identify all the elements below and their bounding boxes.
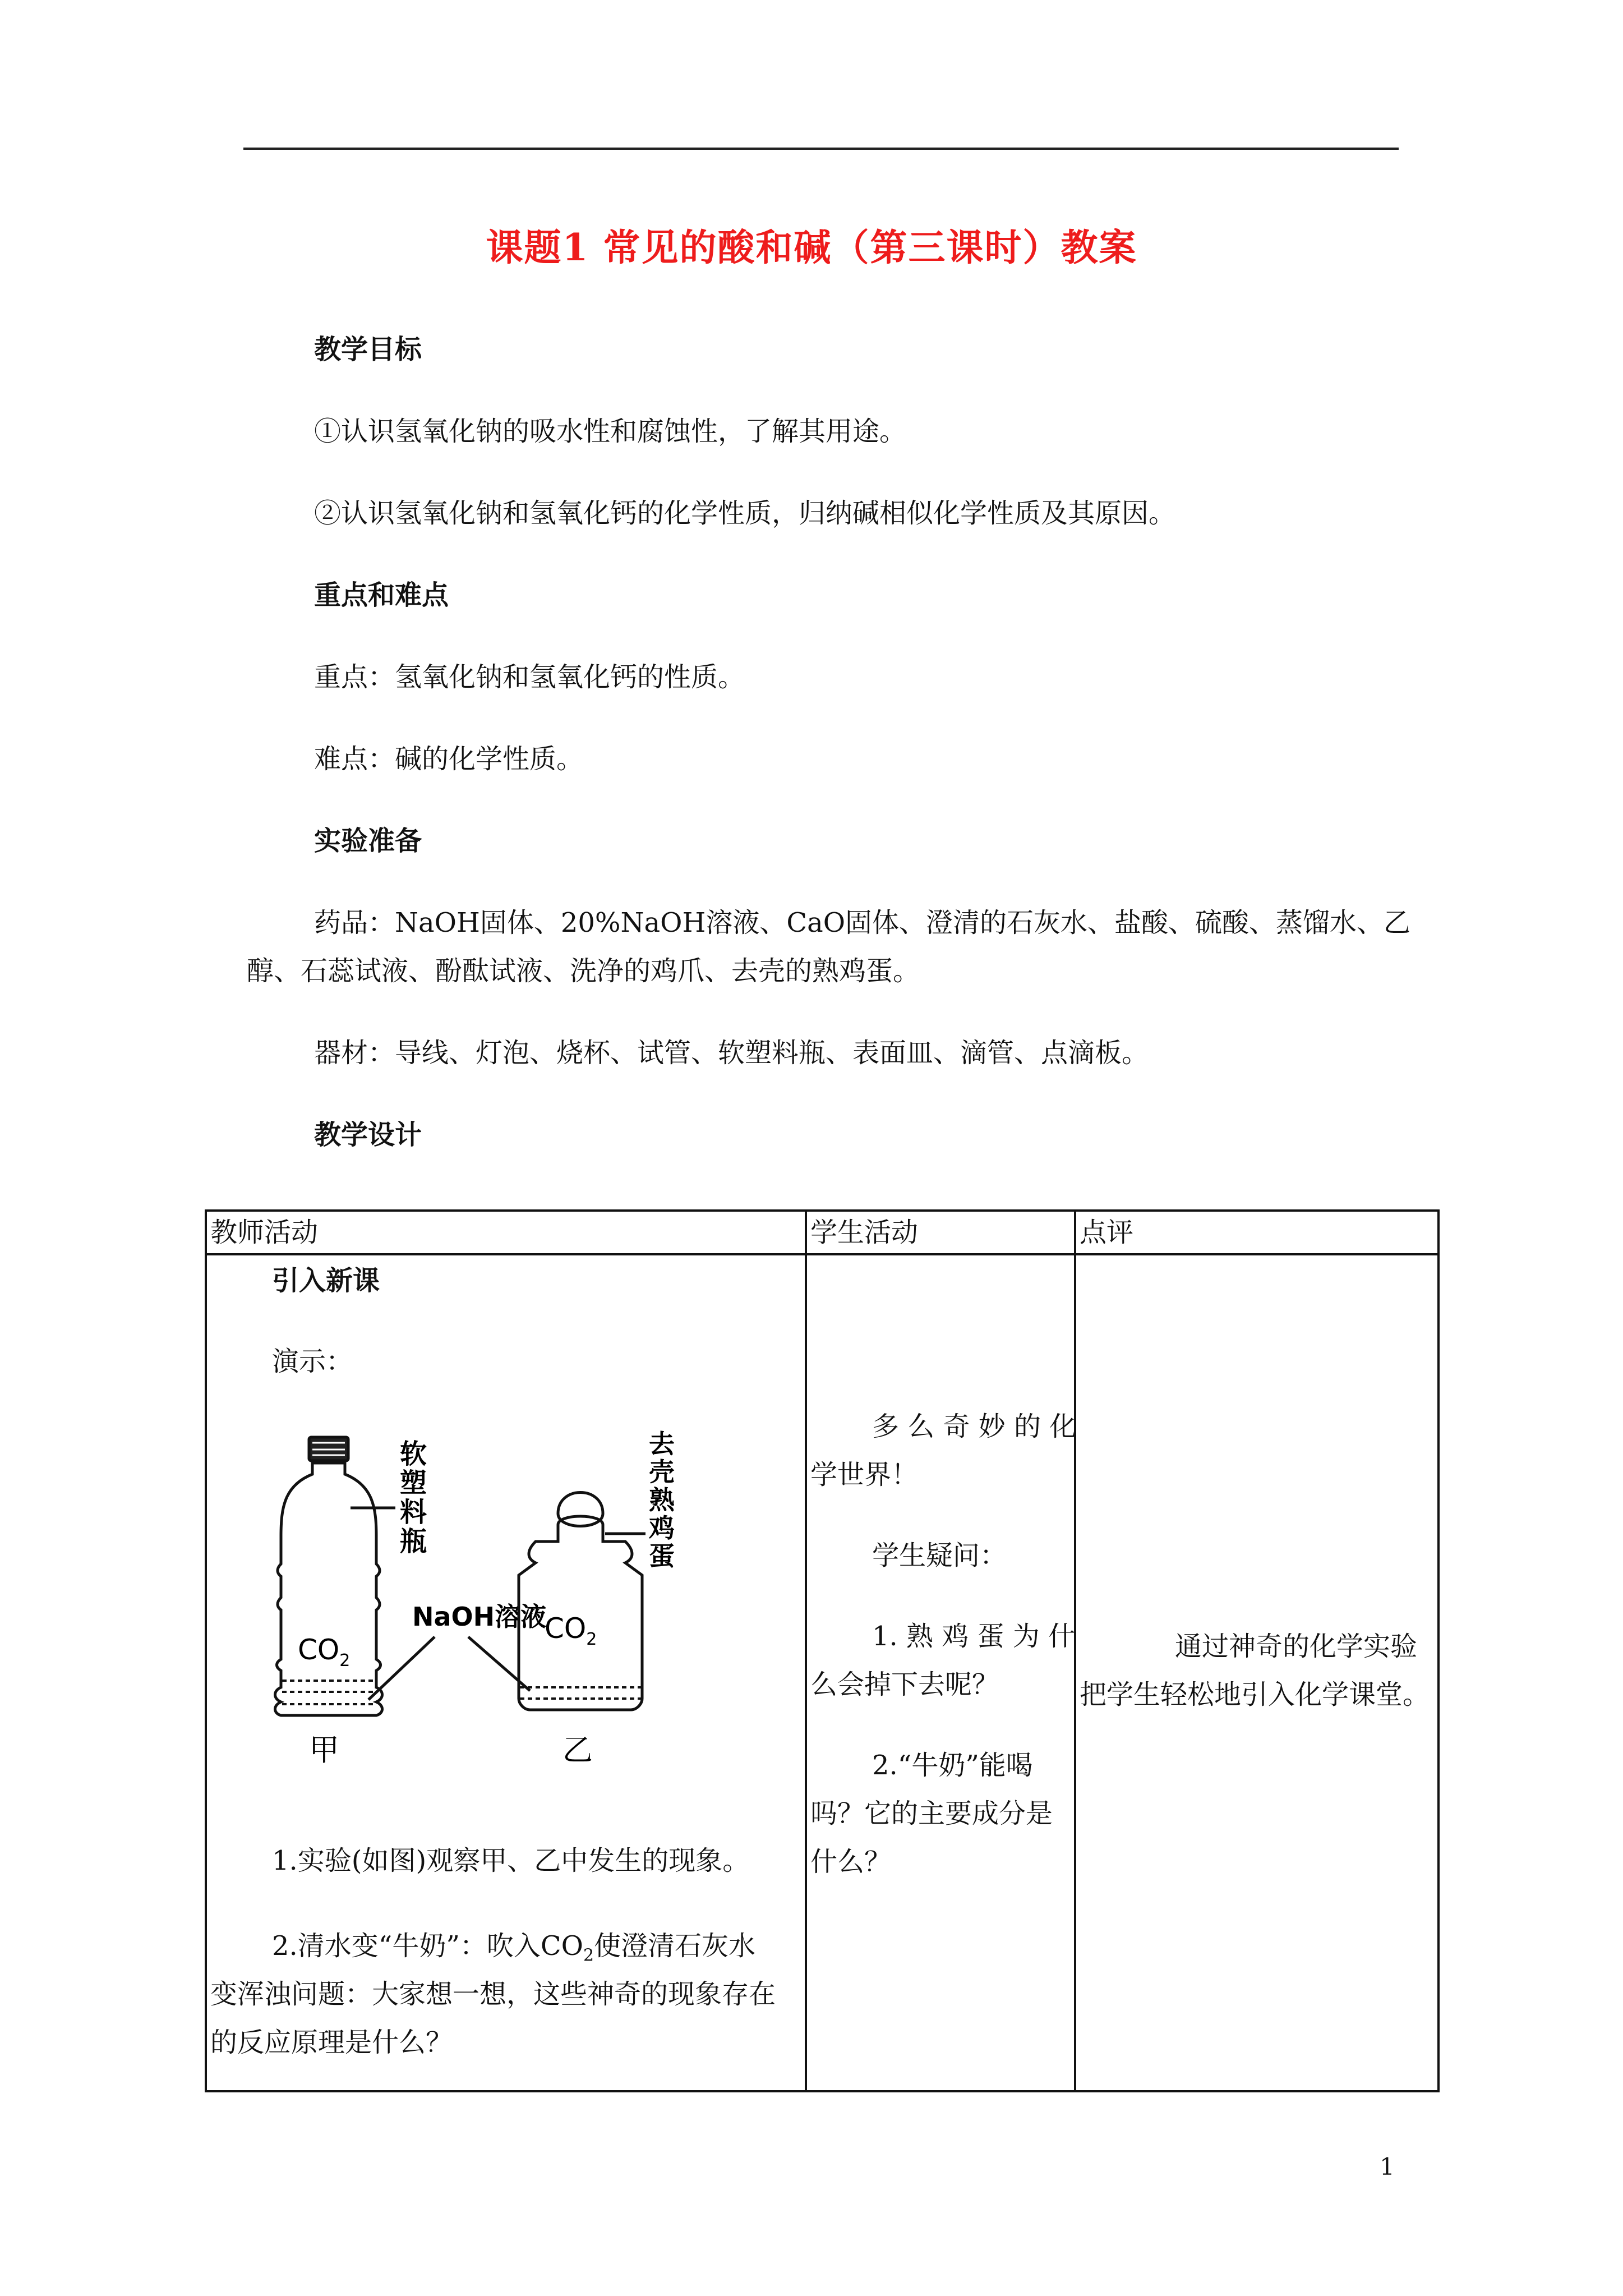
egg-label-char-2: 壳 [649, 1457, 675, 1487]
bottle-label-char-3: 料 [400, 1497, 427, 1528]
equipment: 器材：导线、灯泡、烧杯、试管、软塑料瓶、表面皿、滴管、点滴板。 [314, 1037, 1149, 1069]
header-comment: 点评 [1075, 1211, 1438, 1254]
student-q2-line-3: 什么？ [810, 1846, 892, 1878]
student-question-heading: 学生疑问： [872, 1540, 1007, 1571]
bottle-label [400, 1438, 427, 1557]
comment-line-1: 通过神奇的化学实验 [1175, 1631, 1418, 1662]
egg-label-char-4: 鸡 [649, 1513, 675, 1543]
teacher-item-2-line-3: 的反应原理是什么？ [210, 2027, 453, 2058]
goal-2: ②认识氢氧化钠和氢氧化钙的化学性质，归纳碱相似化学性质及其原因。 [314, 498, 1176, 529]
teacher-item-2-line-2: 变浑浊问题：大家想一想，这些神奇的现象存在 [210, 1978, 776, 2010]
table-header-row [206, 1211, 1438, 1254]
comment-line-2: 把学生轻松地引入化学课堂。 [1080, 1679, 1430, 1710]
item2-text-end: 使澄清石灰水 [594, 1930, 756, 1962]
reagents-line-1: 药品：NaOH固体、20%NaOH溶液、CaO固体、澄清的石灰水、盐酸、硫酸、蒸馏水、乙 [314, 907, 1411, 938]
experiment-figure [266, 1424, 715, 1783]
student-wonder-line-2: 学世界！ [810, 1459, 919, 1490]
table-row [206, 1254, 1438, 2091]
egg-label [649, 1429, 675, 1571]
student-q1-line-1: 1. 熟 鸡 蛋 为 什 [872, 1621, 1076, 1652]
teaching-design-table [205, 1209, 1440, 2092]
egg-label-char-1: 去 [649, 1429, 675, 1459]
prep-heading: 实验准备 [314, 825, 422, 857]
student-wonder-line-1: 多 么 奇 妙 的 化 [872, 1411, 1077, 1442]
key-heading: 重点和难点 [314, 579, 449, 611]
egg-label-char-3: 熟 [649, 1485, 675, 1515]
bottle-label-char-2: 塑 [400, 1467, 427, 1499]
student-q1-line-2: 么会掉下去呢？ [810, 1669, 999, 1700]
co2-right-label: $CO_2$ [545, 1612, 597, 1649]
student-q2-line-1: 2.“牛奶”能喝 [872, 1750, 1033, 1781]
egg-label-char-5: 蛋 [649, 1541, 675, 1571]
goals-heading: 教学目标 [314, 334, 422, 365]
co2-left-label: $CO_2$ [298, 1634, 351, 1671]
page-number: 1 [1380, 2153, 1395, 2180]
teacher-activity-cell [206, 1254, 806, 2091]
header-teacher: 教师活动 [206, 1211, 806, 1254]
naoh-solution-label: NaOH溶液 [412, 1602, 547, 1632]
page-title: 课题1 常见的酸和碱（第三课时）教案 [486, 226, 1137, 269]
demo-label: 演示： [272, 1346, 353, 1377]
teacher-item-1: 1.实验(如图)观察甲、乙中发生的现象。 [272, 1845, 750, 1876]
student-activity-cell [806, 1254, 1075, 2091]
naoh-leader-lines [368, 1637, 530, 1700]
design-heading: 教学设计 [314, 1119, 422, 1151]
reagents-line-2: 醇、石蕊试液、酚酞试液、洗净的鸡爪、去壳的熟鸡蛋。 [247, 955, 920, 987]
header-student: 学生活动 [806, 1211, 1075, 1254]
item2-text: 2.清水变“牛奶”：吹入CO [272, 1930, 583, 1962]
goal-1: ①认识氢氧化钠的吸水性和腐蚀性，了解其用途。 [314, 416, 907, 447]
item2-subscript: 2 [583, 1945, 594, 1966]
caption-left: 甲 [309, 1732, 339, 1768]
key-point: 重点：氢氧化钠和氢氧化钙的性质。 [314, 661, 745, 693]
student-q2-line-2: 吗？它的主要成分是 [810, 1798, 1053, 1829]
difficult-point: 难点：碱的化学性质。 [314, 743, 584, 775]
bottle-label-char-1: 软 [400, 1438, 427, 1470]
plastic-bottle-icon [275, 1437, 396, 1715]
bottle-label-char-4: 瓶 [400, 1526, 427, 1557]
teacher-item-2-line-1 [272, 1924, 755, 1966]
intro-heading: 引入新课 [272, 1265, 380, 1296]
caption-right: 乙 [562, 1732, 593, 1768]
comment-cell [1075, 1254, 1438, 2091]
header-rule [243, 148, 1399, 150]
